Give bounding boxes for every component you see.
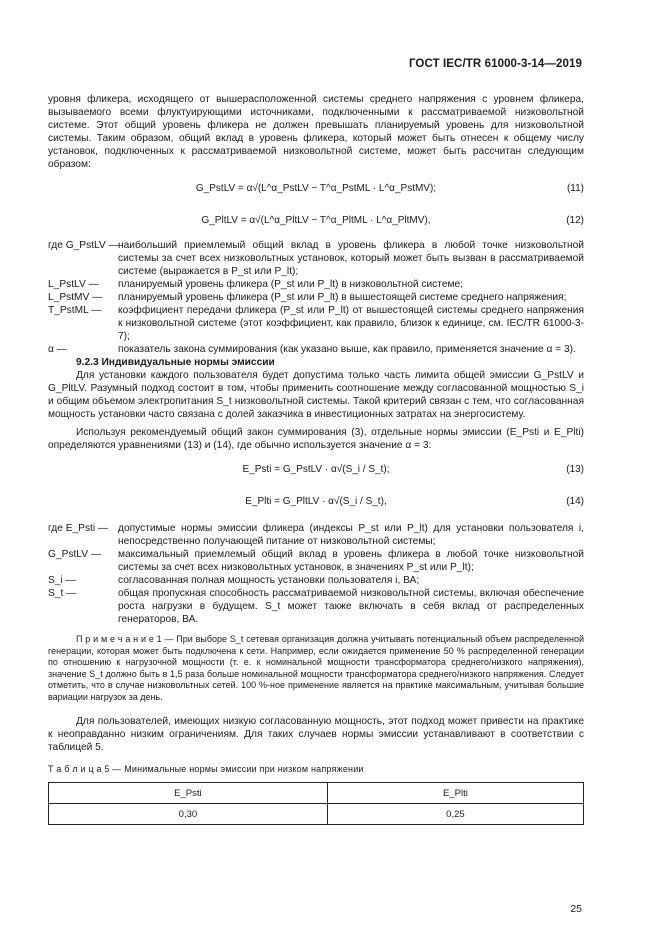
definition-text: планируемый уровень фликера (P_st или P_lt) в вышестоящей системе среднего напряжения; xyxy=(118,292,567,303)
emission-table xyxy=(48,782,584,825)
definition-term: L_PstLV — xyxy=(48,279,99,290)
definition-text: коэффициент передачи фликера (P_st или P_lt) от вышестоящей системы среднего напряжения к низковольтной системе (этот коэффициент, как правило, близок к единице, см. IEC/TR 61000-3-7); xyxy=(118,305,584,342)
note-1: П р и м е ч а н и е 1 — При выборе S_t сетевая организация должна учитывать потенциальный объем распределенной генерации, которая может быть подключена к сети. Например, если ожидается применение 50 % распределенной генерации по отношению к нагрузочной мощности (т. е. к номинальной мощности трансформатора среднего/низкого напряжения), значение S_t должно быть в 1,5 раза больше номинальной мощности трансформатора среднего/низкого напряжения. Следует отметить, что в случае низковольтных сетей. 100 %-ное применение является на практике максимальным, учитывая большие вариации нагрузок за день. xyxy=(48,634,584,702)
formula-11 xyxy=(48,177,584,203)
table-cell: 0,25 xyxy=(327,804,583,825)
definition-text: наибольший приемлемый общий вклад в уровень фликера в любой точке низковольтной системы за счет всех низковольтных установок, который может быть вызван в рассматриваемой системе (выражается в P_st или P_lt); xyxy=(118,240,584,277)
formula-13 xyxy=(48,458,584,484)
definitions-1 xyxy=(48,239,584,356)
definitions-2 xyxy=(48,522,584,626)
definition-term: где E_Psti — xyxy=(48,523,109,534)
definition-item xyxy=(48,343,584,356)
paragraph-2: Для установки каждого пользователя будет допустима только часть лимита общей эмиссии G_PstLV и G_PltLV. Разумный подход состоит в том, чтобы применить соотношение между согласованной мощностью S_i и общим объемом электропитания S_t низковольтной системы. Такой критерий связан с тем, что согласованная мощность установки часто связана с долей заказчика в инвестиционных затратах на энергосистему. xyxy=(48,370,584,420)
definition-item xyxy=(48,291,584,304)
definition-item xyxy=(48,548,584,574)
formula-11-number: (11) xyxy=(566,183,584,194)
section-heading: 9.2.3 Индивидуальные нормы эмиссии xyxy=(76,357,275,368)
definition-item xyxy=(48,239,584,278)
definition-text: максимальный приемлемый общий вклад в уровень фликера в любой точке низковольтной системы за счет всех низковольтных установок, в значениях P_st или P_lt); xyxy=(118,549,584,573)
definition-term: S_t — xyxy=(48,588,77,599)
definition-text: общая пропускная способность рассматриваемой низковольтной системы, включая обеспечение роста нагрузки в будущем. S_t может также включать в себя вклад от распределенных генераторов, ВА. xyxy=(118,588,584,625)
definition-item xyxy=(48,522,584,548)
paragraph-1: уровня фликера, исходящего от вышерасположенной системы среднего напряжения с уровнем фликера, вызываемого всеми флуктуирующими источниками, подключенными к рассматриваемой низковольтной системе. Этот общий уровень фликера не должен превышать планируемый уровень для низковольтной системы. Таким образом, общий вклад в уровень фликера, который может быть отнесен к общему числу установок, подключенных к рассматриваемой низковольтной системе, может быть рассчитан следующим образом: xyxy=(48,94,584,170)
formula-14-expression: E_Plti = G_PltLV · α√(S_i / S_t), xyxy=(245,496,387,507)
document-header: ГОСТ IEC/TR 61000-3-14—2019 xyxy=(408,58,582,70)
definition-item xyxy=(48,278,584,291)
formula-12 xyxy=(48,209,584,235)
definition-term: T_PstML — xyxy=(48,305,102,316)
paragraph-3: Используя рекомендуемый общий закон суммирования (3), отдельные нормы эмиссии (E_Psti и E_Plti) определяются уравнениями (13) и (14), где обычно используется значение α = 3: xyxy=(48,427,584,451)
formula-14-number: (14) xyxy=(566,496,584,507)
definition-text: показатель закона суммирования (как указано выше, как правило, применяется значение α = 3). xyxy=(118,344,576,355)
definition-item xyxy=(48,304,584,343)
formula-11-expression: G_PstLV = α√(L^α_PstLV − T^α_PstML · L^α_PstMV); xyxy=(195,183,437,194)
paragraph-4: Для пользователей, имеющих низкую согласованную мощность, этот подход может привести на практике к неоправданно низким ограничениям. Для таких случаев нормы эмиссии устанавливают в соответствии с таблицей 5. xyxy=(48,716,584,753)
definition-text: согласованная полная мощность установки пользователя i, ВА; xyxy=(118,575,420,586)
formula-12-number: (12) xyxy=(566,215,584,226)
formula-14 xyxy=(48,490,584,516)
formula-13-number: (13) xyxy=(566,464,584,475)
definition-text: планируемый уровень фликера (P_st или P_lt) в низковольтной системе; xyxy=(118,279,463,290)
formula-13-expression: E_Psti = G_PstLV · α√(S_i / S_t); xyxy=(242,464,390,475)
definition-term: G_PstLV — xyxy=(48,549,102,560)
body-column xyxy=(48,93,584,825)
table-header-row xyxy=(49,783,584,804)
definition-term: α — xyxy=(48,344,67,355)
definition-item xyxy=(48,587,584,626)
page-number: 25 xyxy=(570,903,582,915)
formula-12-expression: G_PltLV = α√(L^α_PltLV − T^α_PltML · L^α_PltMV), xyxy=(201,215,431,226)
definition-term: L_PstMV — xyxy=(48,292,103,303)
table-cell: 0,30 xyxy=(49,804,328,825)
table-header-cell: E_Psti xyxy=(49,783,328,804)
definition-text: допустимые нормы эмиссии фликера (индексы P_st или P_lt) для установки пользователя i, непосредственно получающей питание от низковольтной системы; xyxy=(118,523,584,547)
table-row xyxy=(49,804,584,825)
table-header-cell: E_Plti xyxy=(327,783,583,804)
definition-item xyxy=(48,574,584,587)
definition-term: S_i — xyxy=(48,575,76,586)
definition-term: где G_PstLV — xyxy=(48,240,119,251)
table-caption: Т а б л и ц а 5 — Минимальные нормы эмиссии при низком напряжении xyxy=(48,764,364,774)
